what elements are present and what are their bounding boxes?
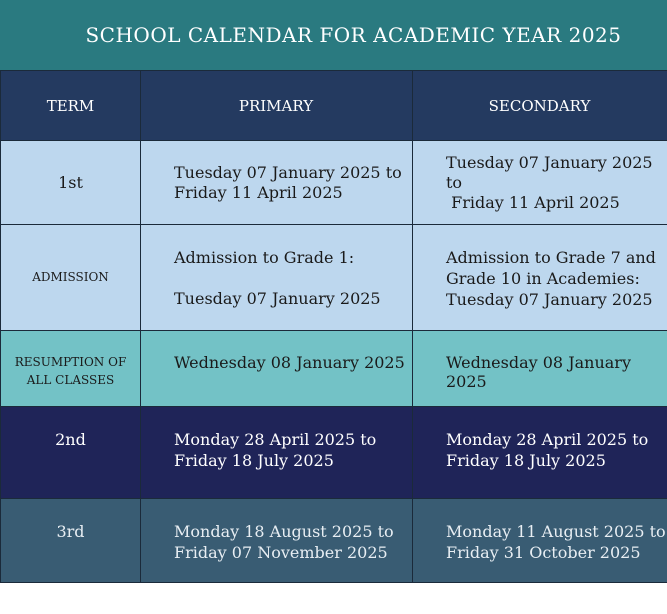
term-cell: 1st — [1, 141, 141, 225]
primary-line: Friday 18 July 2025 — [174, 451, 334, 470]
primary-cell — [141, 141, 413, 225]
primary-line: Friday 07 November 2025 — [174, 543, 388, 562]
primary-cell — [141, 499, 413, 583]
term-cell — [1, 331, 141, 407]
secondary-cell: Wednesday 08 January 2025 — [413, 331, 667, 407]
table-row-third-term — [1, 499, 667, 583]
secondary-line: Admission to Grade 7 and — [446, 248, 656, 267]
primary-line: Admission to Grade 1: — [174, 248, 355, 267]
primary-cell: Wednesday 08 January 2025 — [141, 331, 413, 407]
table-row-second-term — [1, 407, 667, 499]
primary-line: Monday 18 August 2025 to — [174, 522, 394, 541]
term-cell: 2nd — [1, 407, 141, 499]
primary-line: Tuesday 07 January 2025 — [174, 289, 381, 308]
header-row — [1, 71, 667, 141]
line-gap — [174, 268, 411, 288]
primary-line: Monday 28 April 2025 to — [174, 430, 377, 449]
secondary-cell — [413, 407, 667, 499]
primary-line: Tuesday 07 January 2025 to — [174, 162, 402, 182]
header-secondary: SECONDARY — [413, 71, 667, 141]
secondary-cell — [413, 499, 667, 583]
term-line: ALL CLASSES — [26, 373, 115, 387]
primary-cell — [141, 225, 413, 331]
table-row-admission — [1, 225, 667, 331]
header-term: TERM — [1, 71, 141, 141]
secondary-line: Grade 10 in Academies: — [446, 269, 640, 288]
primary-line: Friday 11 April 2025 — [174, 182, 343, 202]
secondary-line: Tuesday 07 January 2025 to — [446, 152, 653, 192]
table-row-resumption — [1, 331, 667, 407]
calendar-table — [0, 70, 667, 583]
term-line: RESUMPTION OF — [14, 355, 127, 369]
primary-cell — [141, 407, 413, 499]
term-cell: ADMISSION — [1, 225, 141, 331]
calendar-title: SCHOOL CALENDAR FOR ACADEMIC YEAR 2025 — [0, 0, 667, 70]
secondary-line: Tuesday 07 January 2025 — [446, 290, 653, 309]
term-cell: 3rd — [1, 499, 141, 583]
secondary-line: Friday 18 July 2025 — [446, 451, 606, 470]
secondary-line: Monday 28 April 2025 to — [446, 430, 649, 449]
secondary-cell — [413, 141, 667, 225]
secondary-line: Friday 11 April 2025 — [446, 192, 620, 212]
header-primary: PRIMARY — [141, 71, 413, 141]
secondary-line: Friday 31 October 2025 — [446, 543, 641, 562]
secondary-cell — [413, 225, 667, 331]
secondary-line: Monday 11 August 2025 to — [446, 522, 666, 541]
table-row-first-term — [1, 141, 667, 225]
